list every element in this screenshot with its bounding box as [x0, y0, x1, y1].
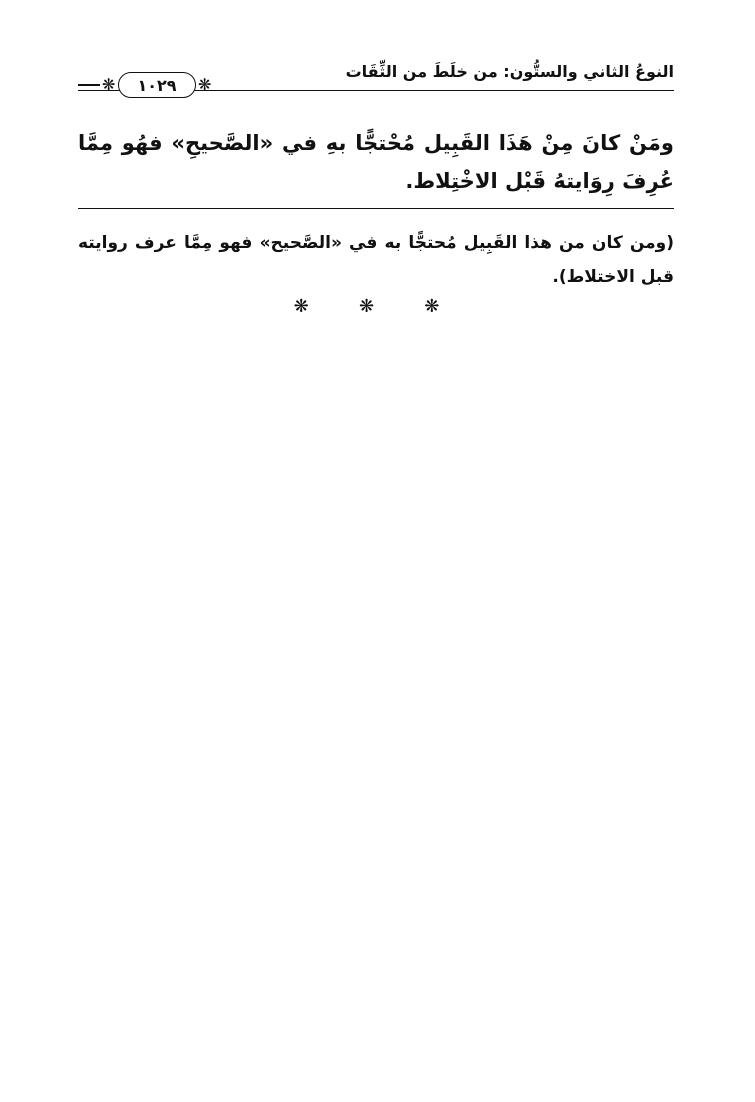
section-separator-stars: ❋ ❋ ❋	[293, 296, 462, 317]
page-number: ١٠٢٩	[118, 72, 196, 98]
footnote-divider	[78, 208, 674, 209]
ornament-icon: ❋	[102, 75, 116, 94]
ornament-icon: ❋	[198, 75, 212, 94]
commentary-paragraph: (ومن كان من هذا القَبِيل مُحتجًّا به في «الصَّحيح» فهو مِمَّا عرف روايته قبل الاختلاط).	[78, 233, 674, 287]
page-header	[78, 60, 674, 100]
header-dash	[78, 84, 100, 86]
chapter-title: النوعُ الثاني والستُّون: من خلَطَ من الثِّقَات	[345, 62, 674, 81]
main-paragraph: ومَنْ كانَ مِنْ هَذَا القَبِيل مُحْتجًّا بهِ في «الصَّحيحِ» فهُو مِمَّا عُرِفَ رِوَايتهُ قَبْل الاخْتِلاط.	[78, 131, 674, 193]
